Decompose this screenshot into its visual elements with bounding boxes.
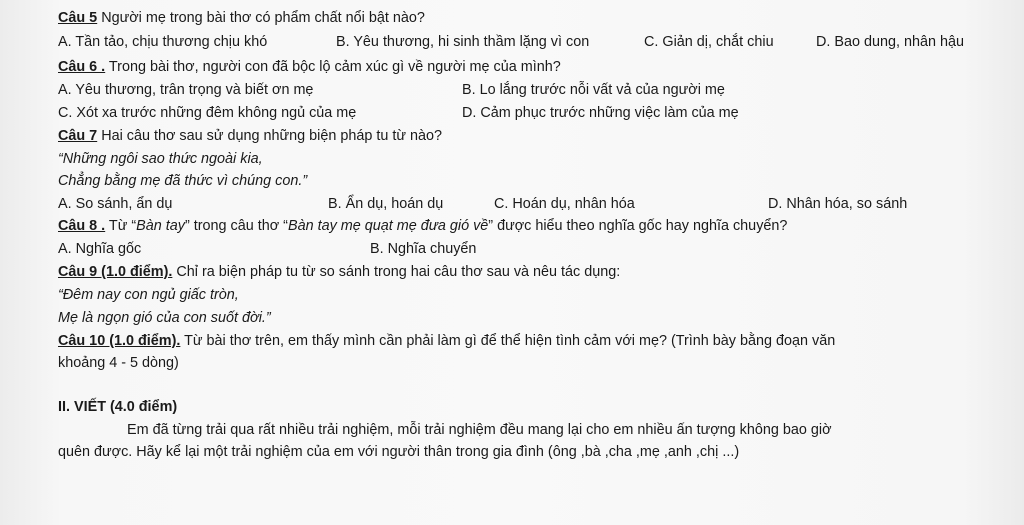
q7-option-b: B. Ẩn dụ, hoán dụ [328, 196, 444, 212]
question-8-text-3: ” được hiểu theo nghĩa gốc hay nghĩa chuyển? [488, 218, 788, 234]
q5-option-d: D. Bao dung, nhân hậu [816, 34, 965, 50]
question-10-text-cont: khoảng 4 - 5 dòng) [58, 355, 179, 371]
question-8-text-2: ” trong câu thơ “ [184, 218, 288, 234]
question-10-text: Từ bài thơ trên, em thấy mình cần phải làm gì để thể hiện tình cảm với mẹ? (Trình bày bằng đoạn văn [180, 333, 836, 349]
question-9 [58, 263, 620, 281]
question-7-label: Câu 7 [58, 128, 98, 144]
question-7-verse-2: Chẳng bằng mẹ đã thức vì chúng con.” [58, 173, 308, 189]
q8-option-a: A. Nghĩa gốc [58, 241, 142, 257]
question-9-verse-1: “Đêm nay con ngủ giấc tròn, [58, 287, 239, 303]
q6-option-b: B. Lo lắng trước nỗi vất vả của người mẹ [462, 82, 725, 98]
question-8-verse: Bàn tay mẹ quạt mẹ đưa gió về [287, 218, 489, 234]
q5-option-a: A. Tần tảo, chịu thương chịu khó [58, 34, 268, 50]
question-8-term: Bàn tay [136, 218, 185, 234]
question-9-verse-2: Mẹ là ngọn gió của con suốt đời.” [58, 310, 271, 326]
question-5-label: Câu 5 [58, 10, 98, 26]
section-2-paragraph-1: Em đã từng trải qua rất nhiều trải nghiệm, mỗi trải nghiệm đều mang lại cho em nhiều ấn tượng không bao giờ [127, 422, 832, 438]
section-2-paragraph-2: quên được. Hãy kể lại một trải nghiệm của em với người thân trong gia đình (ông ,bà ,cha ,mẹ ,anh ,chị ...) [58, 444, 740, 460]
question-6-text: Trong bài thơ, người con đã bộc lộ cảm xúc gì về người mẹ của mình? [105, 59, 561, 75]
section-2-heading: II. VIẾT (4.0 điểm) [58, 399, 178, 415]
question-6-label: Câu 6 . [58, 59, 106, 75]
question-5 [58, 9, 425, 27]
question-5-text: Người mẹ trong bài thơ có phẩm chất nổi bật nào? [97, 10, 425, 26]
q7-option-d: D. Nhân hóa, so sánh [768, 196, 908, 212]
q6-option-c: C. Xót xa trước những đêm không ngủ của mẹ [58, 105, 357, 121]
question-8-label: Câu 8 . [58, 218, 106, 234]
q7-option-a: A. So sánh, ẩn dụ [58, 196, 173, 212]
question-8 [58, 217, 787, 235]
q5-option-c: C. Giản dị, chắt chiu [644, 34, 774, 50]
q6-option-d: D. Cảm phục trước những việc làm của mẹ [462, 105, 739, 121]
question-7 [58, 127, 442, 145]
question-8-text-1: Từ “ [105, 218, 137, 234]
question-7-text: Hai câu thơ sau sử dụng những biện pháp tu từ nào? [97, 128, 442, 144]
q5-option-b: B. Yêu thương, hi sinh thầm lặng vì con [336, 34, 590, 50]
question-6 [58, 58, 561, 76]
question-7-verse-1: “Những ngôi sao thức ngoài kia, [58, 151, 263, 167]
question-9-text: Chỉ ra biện pháp tu từ so sánh trong hai câu thơ sau và nêu tác dụng: [172, 264, 621, 280]
question-9-label: Câu 9 (1.0 điểm). [58, 264, 173, 280]
question-10 [58, 332, 835, 350]
q6-option-a: A. Yêu thương, trân trọng và biết ơn mẹ [58, 82, 314, 98]
q8-option-b: B. Nghĩa chuyển [370, 241, 477, 257]
question-10-label: Câu 10 (1.0 điểm). [58, 333, 181, 349]
q7-option-c: C. Hoán dụ, nhân hóa [494, 196, 635, 212]
